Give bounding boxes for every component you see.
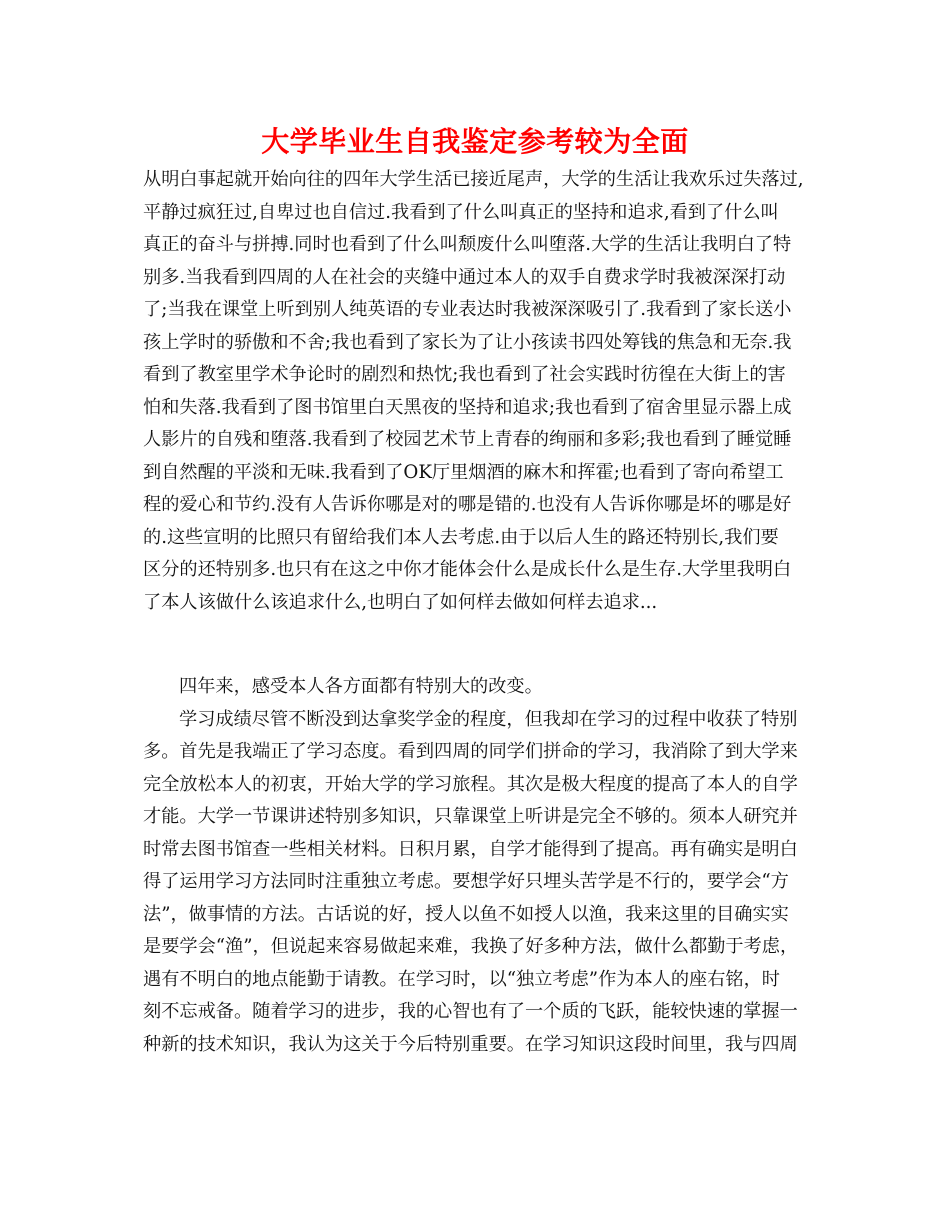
text-line: 法”，做事情的方法。古话说的好，授人以鱼不如授人以渔，我来这里的目确实实 bbox=[143, 903, 789, 925]
text-line: 别多.当我看到四周的人在社会的夹缝中通过本人的双手自费求学时我被深深打动 bbox=[143, 266, 786, 288]
text-line: 到自然醒的平淡和无味.我看到了OK厅里烟酒的麻木和挥霍;也看到了寄向希望工 bbox=[143, 461, 784, 483]
text-line: 区分的还特别多.也只有在这之中你才能体会什么是成长什么是生存.大学里我明白 bbox=[143, 559, 792, 580]
text-line: 学习成绩尽管不断没到达拿奖学金的程度，但我却在学习的过程中收获了特别 bbox=[179, 708, 798, 730]
text-line: 完全放松本人的初衷，开始大学的学习旅程。其次是极大程度的提高了本人的自学 bbox=[143, 773, 798, 795]
text-line: 人影片的自残和堕落.我看到了校园艺术节上青春的绚丽和多彩;我也看到了睡觉睡 bbox=[143, 429, 792, 450]
text-line: 多。首先是我端正了学习态度。看到四周的同学们拼命的学习，我消除了到大学来 bbox=[143, 741, 798, 762]
text-line: 平静过疯狂过,自卑过也自信过.我看到了什么叫真正的坚持和追求,看到了什么叫 bbox=[143, 201, 779, 223]
text-line: 了本人该做什么该追求什么,也明白了如何样去做如何样去追求... bbox=[143, 591, 658, 613]
text-line: 的.这些宣明的比照只有留给我们本人去考虑.由于以后人生的路还特别长,我们要 bbox=[143, 526, 779, 548]
text-line: 种新的技术知识，我认为这关于今后特别重要。在学习知识这段时间里，我与四周 bbox=[143, 1033, 798, 1055]
text-line: 得了运用学习方法同时注重独立考虑。要想学好只埋头苦学是不行的，要学会“方 bbox=[143, 871, 789, 892]
text-line: 才能。大学一节课讲述特别多知识，只靠课堂上听讲是完全不够的。须本人研究并 bbox=[143, 806, 798, 827]
paragraph-group bbox=[143, 671, 823, 1061]
text-line: 时常去图书馆查一些相关材料。日积月累，自学才能得到了提高。再有确实是明白 bbox=[143, 838, 798, 860]
text-line: 四年来，感受本人各方面都有特别大的改变。 bbox=[179, 676, 543, 697]
paragraph-1 bbox=[143, 164, 823, 619]
text-line: 看到了教室里学术争论时的剧烈和热忱;我也看到了社会实践时彷徨在大街上的害 bbox=[143, 364, 786, 385]
text-line: 从明白事起就开始向往的四年大学生活已接近尾声，大学的生活让我欢乐过失落过, bbox=[143, 169, 804, 190]
text-line: 刻不忘戒备。随着学习的进步，我的心智也有了一个质的飞跃，能较快速的掌握一 bbox=[143, 1001, 798, 1022]
text-line: 了;当我在课堂上听到别人纯英语的专业表达时我被深深吸引了.我看到了家长送小 bbox=[143, 299, 792, 320]
text-line: 是要学会“渔”，但说起来容易做起来难，我换了好多种方法，做什么都勤于考虑， bbox=[143, 936, 799, 957]
text-line: 孩上学时的骄傲和不舍;我也看到了家长为了让小孩读书四处筹钱的焦急和无奈.我 bbox=[143, 331, 792, 353]
text-line: 真正的奋斗与拼搏.同时也看到了什么叫颓废什么叫堕落.大学的生活让我明白了特 bbox=[143, 234, 792, 255]
text-line: 怕和失落.我看到了图书馆里白天黑夜的坚持和追求;我也看到了宿舍里显示器上成 bbox=[143, 396, 792, 418]
text-line: 遇有不明白的地点能勤于请教。在学习时，以“独立考虑”作为本人的座右铭，时 bbox=[143, 968, 780, 990]
document-title: 大学毕业生自我鉴定参考较为全面 bbox=[261, 125, 689, 158]
text-line: 程的爱心和节约.没有人告诉你哪是对的哪是错的.也没有人告诉你哪是坏的哪是好 bbox=[143, 494, 792, 515]
